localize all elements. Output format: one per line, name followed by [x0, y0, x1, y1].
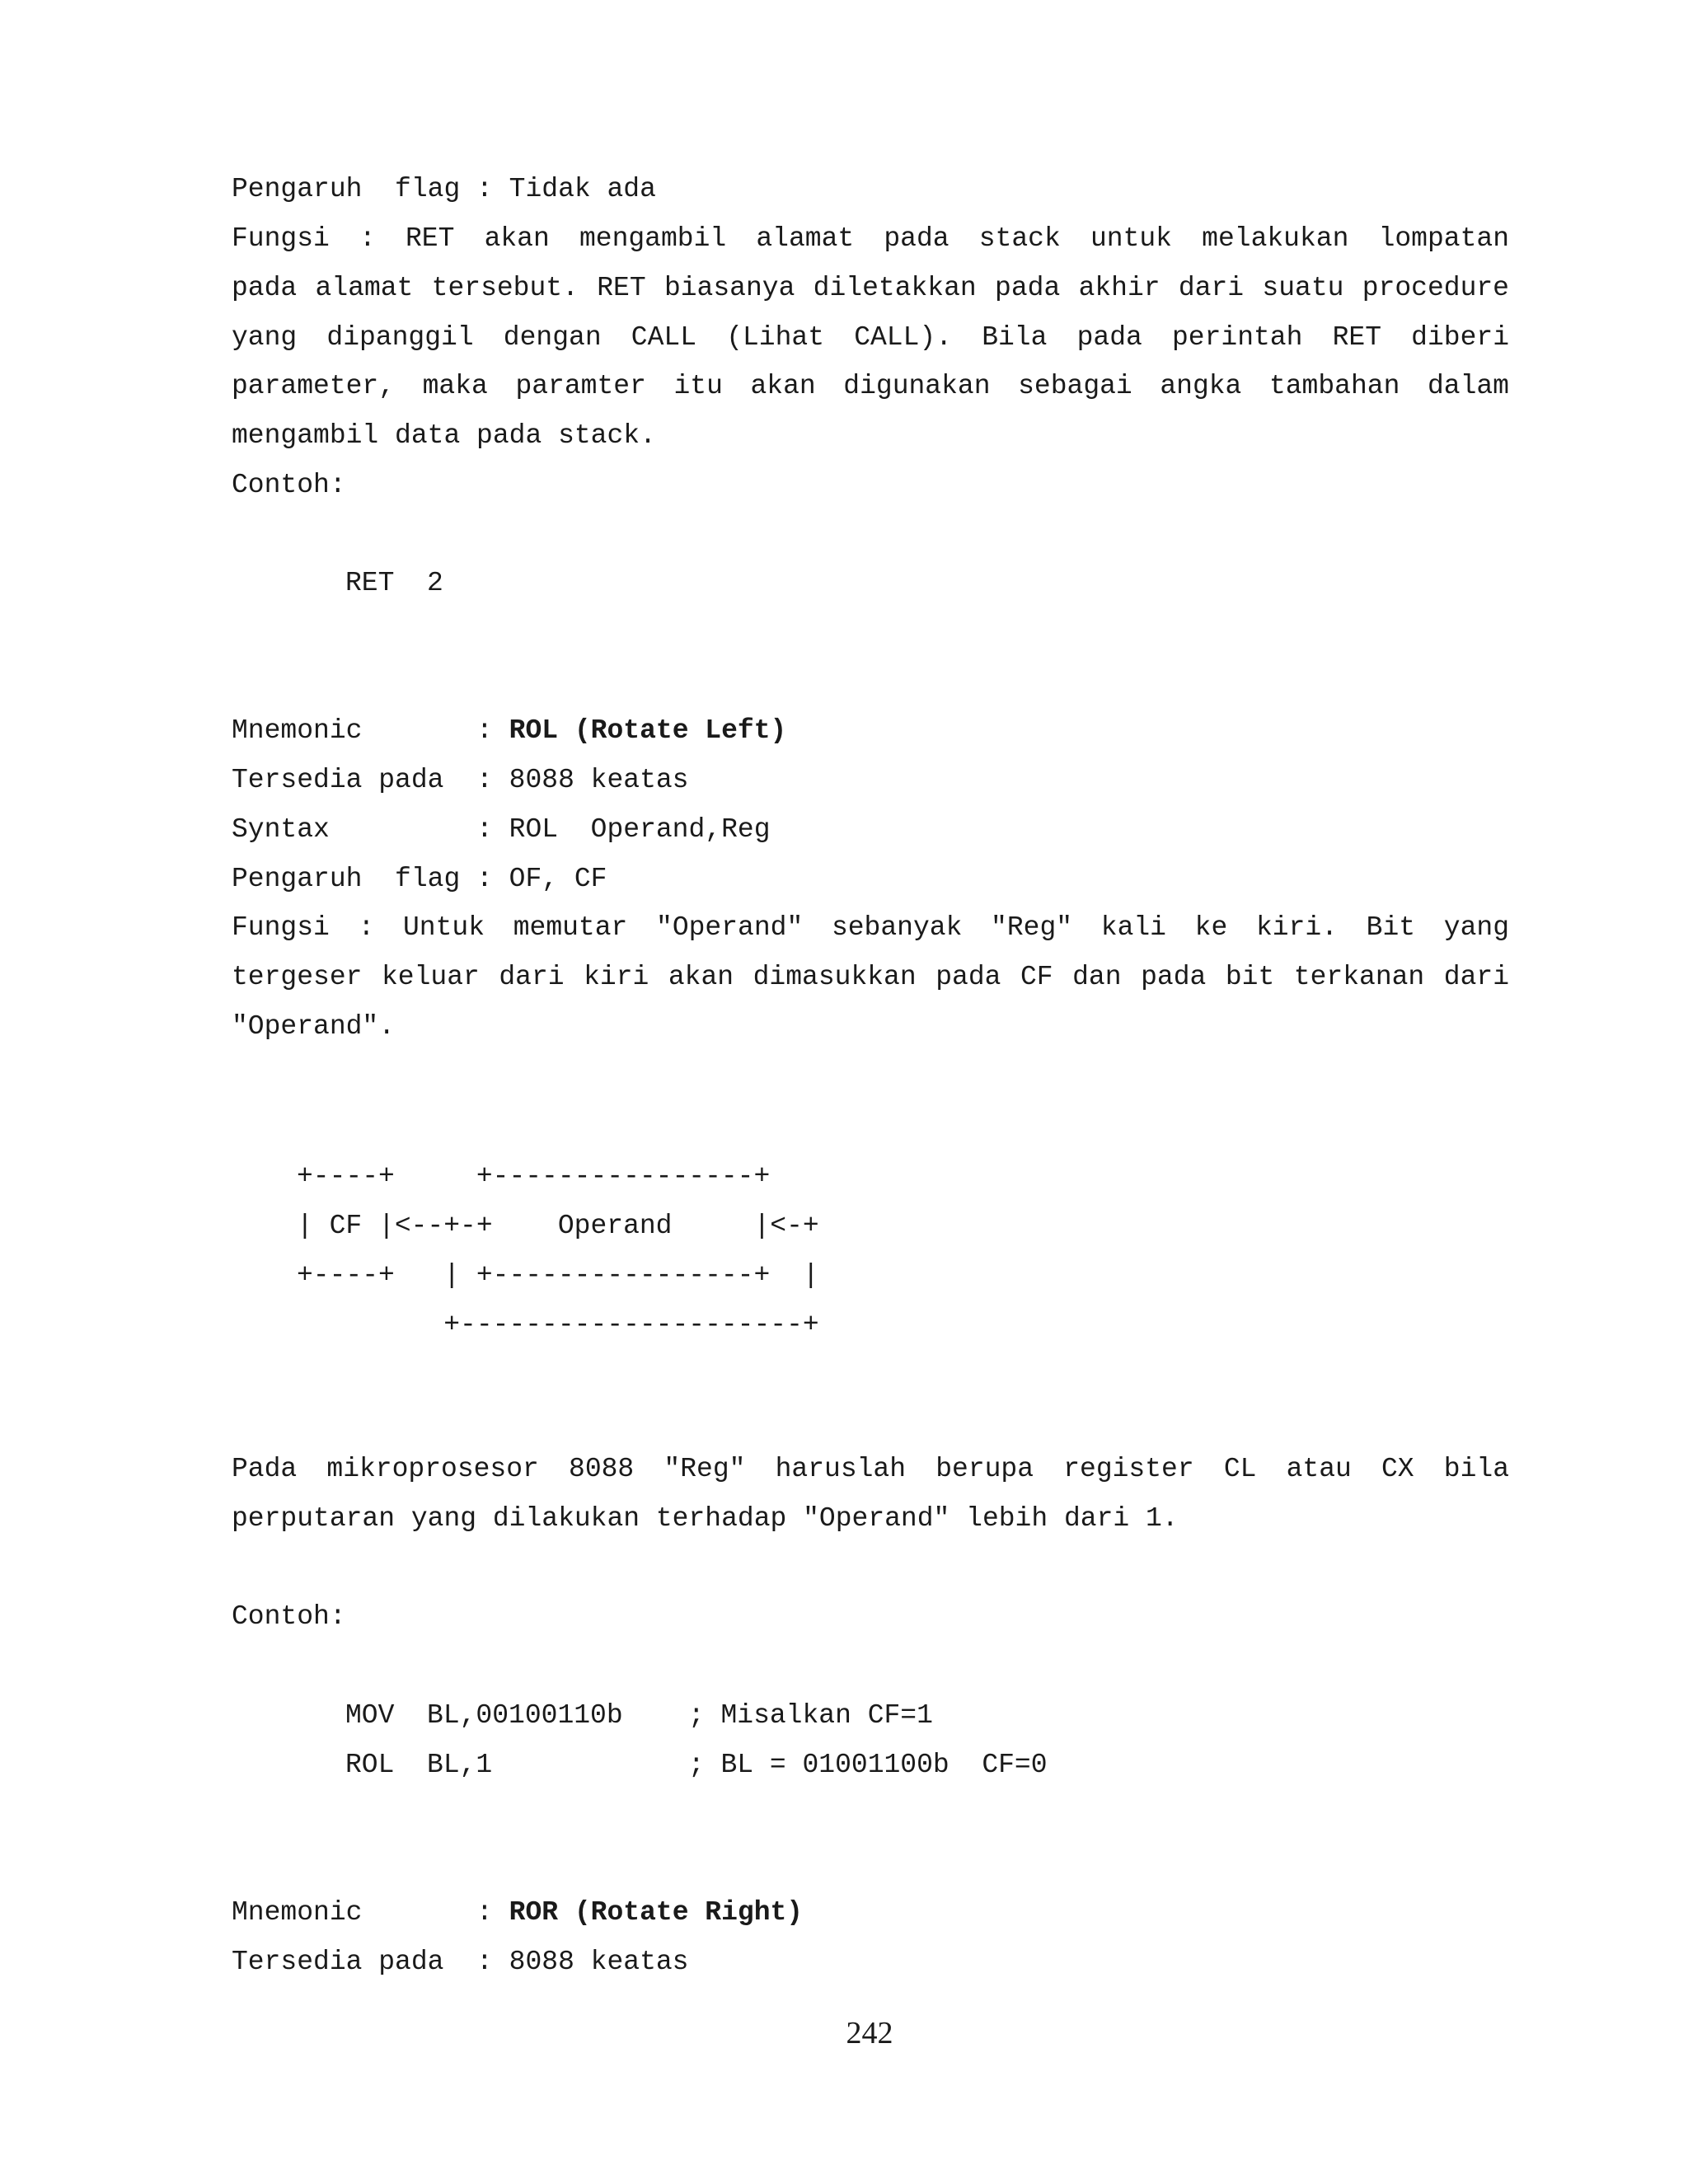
diagram-line-4: +---------------------+ — [297, 1310, 819, 1340]
ror-tersedia-line: Tersedia pada : 8088 keatas — [232, 1947, 689, 1977]
rol-note-line-2: perputaran yang dilakukan terhadap "Operand" lebih dari 1. — [232, 1503, 1179, 1534]
ret-fungsi-line-1: Fungsi : RET akan mengambil alamat pada stack untuk melakukan lompatan — [232, 223, 1509, 254]
rol-mnemonic-line — [232, 715, 786, 748]
ret-fungsi-line-2: pada alamat tersebut. RET biasanya diletakkan pada akhir dari suatu procedure — [232, 273, 1509, 303]
ror-mnemonic-prefix: Mnemonic : — [232, 1897, 509, 1928]
page-number: 242 — [846, 2016, 893, 2050]
rol-tersedia-line: Tersedia pada : 8088 keatas — [232, 765, 689, 795]
diagram-line-1: +----+ +----------------+ — [297, 1161, 771, 1192]
rotate-left-diagram — [297, 1152, 819, 1350]
ret-fungsi-line-3: yang dipanggil dengan CALL (Lihat CALL). Bila pada perintah RET diberi — [232, 322, 1509, 353]
ror-mnemonic-value: ROR (Rotate Right) — [509, 1897, 804, 1928]
rol-fungsi-line-2: tergeser keluar dari kiri akan dimasukkan pada CF dan pada bit terkanan dari — [232, 962, 1509, 992]
rol-example-line-1: MOV BL,00100110b ; Misalkan CF=1 — [345, 1700, 933, 1731]
diagram-line-3: +----+ | +----------------+ | — [297, 1260, 819, 1291]
rol-flag-line: Pengaruh flag : OF, CF — [232, 864, 607, 894]
rol-note-line-1: Pada mikroprosesor 8088 "Reg" haruslah berupa register CL atau CX bila — [232, 1454, 1509, 1484]
ror-mnemonic-line — [232, 1896, 803, 1929]
rol-syntax-line: Syntax : ROL Operand,Reg — [232, 814, 771, 845]
rol-example-line-2: ROL BL,1 ; BL = 01001100b CF=0 — [345, 1750, 1048, 1780]
ret-fungsi-line-4: parameter, maka paramter itu akan digunakan sebagai angka tambahan dalam — [232, 371, 1509, 401]
rol-mnemonic-prefix: Mnemonic : — [232, 715, 509, 746]
ret-fungsi-line-5: mengambil data pada stack. — [232, 420, 656, 451]
diagram-line-2: | CF |<--+-+ Operand |<-+ — [297, 1211, 819, 1241]
ret-contoh-label: Contoh: — [232, 470, 346, 500]
rol-contoh-label: Contoh: — [232, 1601, 346, 1632]
rol-mnemonic-value: ROL (Rotate Left) — [509, 715, 787, 746]
rol-fungsi-line-3: "Operand". — [232, 1011, 396, 1042]
ret-flag-line: Pengaruh flag : Tidak ada — [232, 174, 656, 204]
ret-example-code: RET 2 — [345, 568, 443, 598]
rol-fungsi-line-1: Fungsi : Untuk memutar "Operand" sebanyak "Reg" kali ke kiri. Bit yang — [232, 912, 1509, 943]
